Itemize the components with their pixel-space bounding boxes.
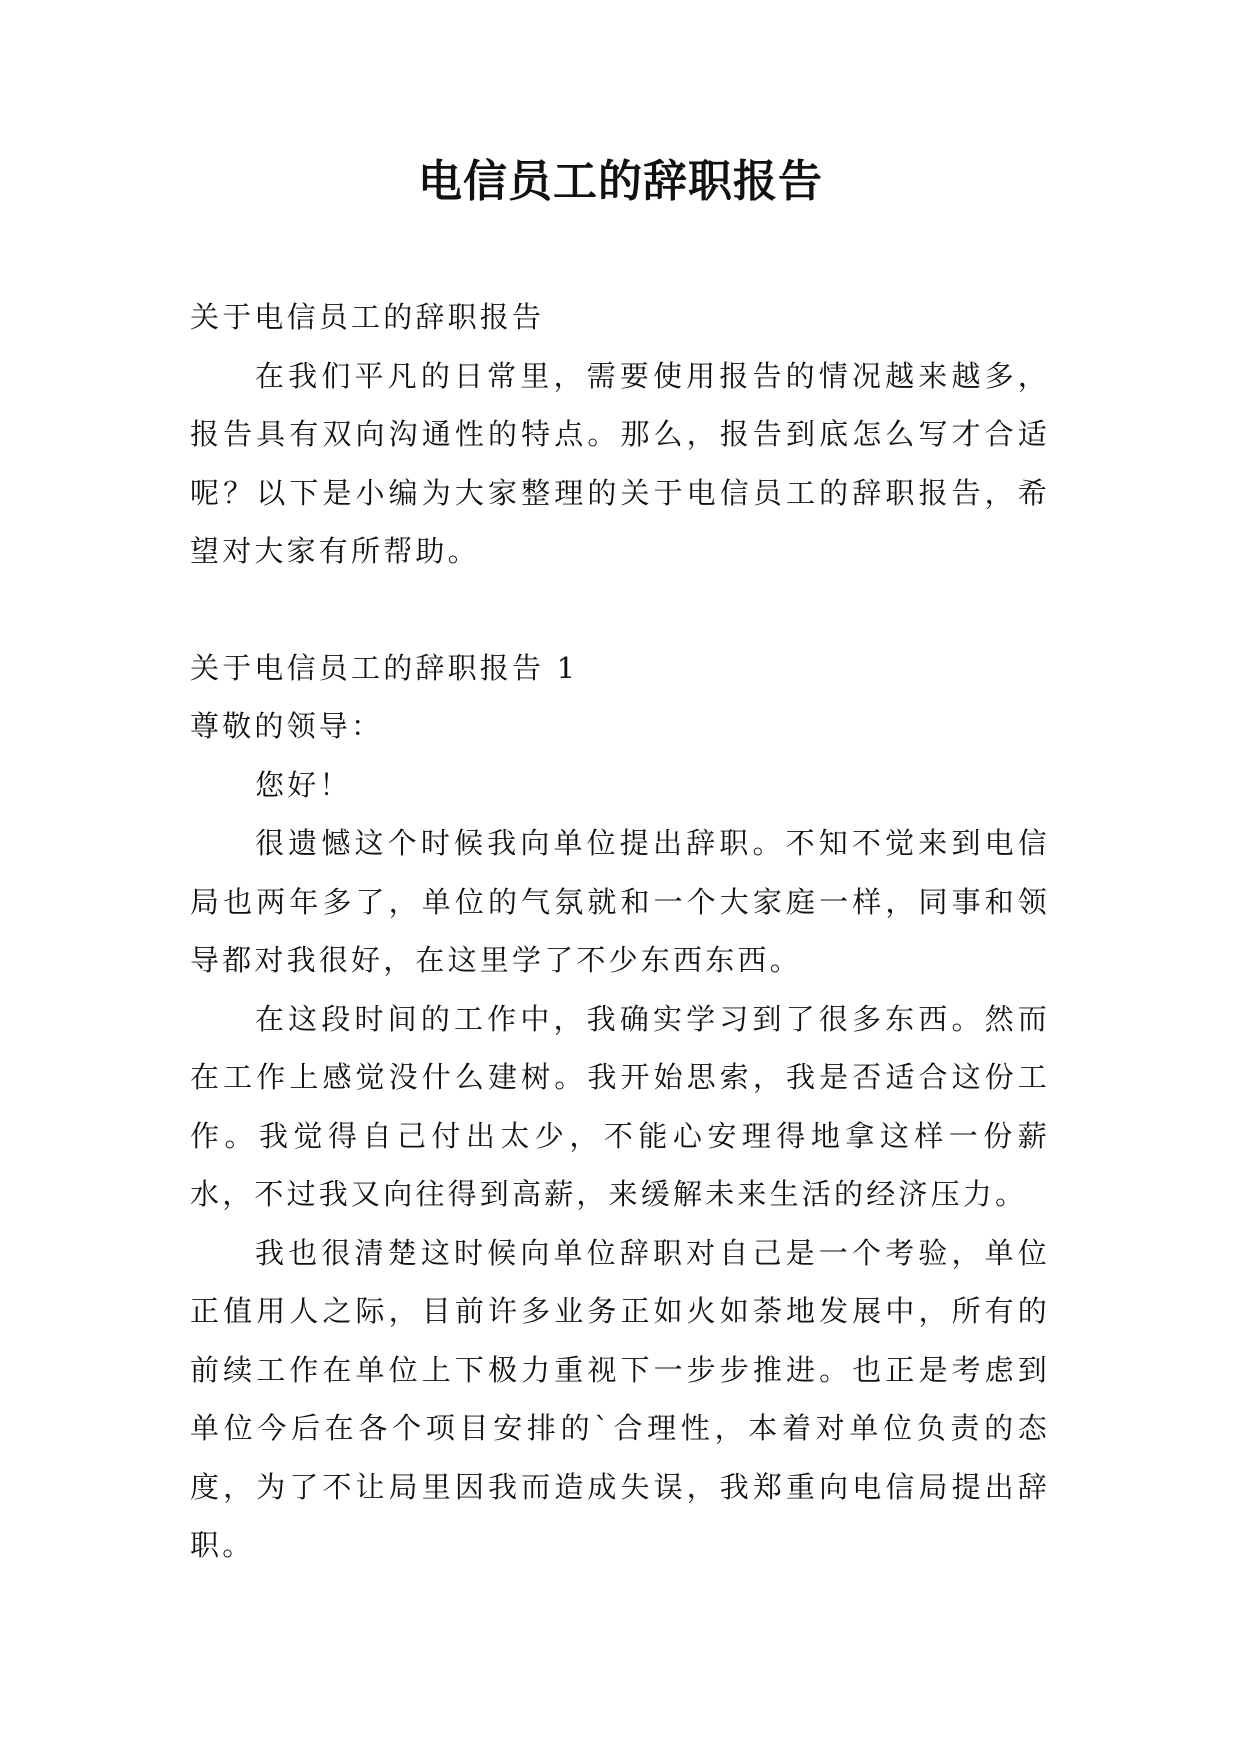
body-paragraph: 很遗憾这个时候我向单位提出辞职。不知不觉来到电信局也两年多了，单位的气氛就和一个大家庭一样，同事和领导都对我很好，在这里学了不少东西东西。 [190, 826, 1050, 977]
body-paragraph: 我也很清楚这时候向单位辞职对自己是一个考验，单位正值用人之际，目前许多业务正如火如荼地发展中，所有的前续工作在单位上下极力重视下一步步推进。也正是考虑到单位今后在各个项目安排的`合理性，本着对单位负责的态度，为了不让局里因我而造成失误，我郑重向电信局提出辞职。 [190, 1235, 1050, 1562]
body-paragraph: 在这段时间的工作中，我确实学习到了很多东西。然而在工作上感觉没什么建树。我开始思索，我是否适合这份工作。我觉得自己付出太少，不能心安理得地拿这样一份薪水，不过我又向往得到高薪，来缓解未来生活的经济压力。 [190, 1001, 1050, 1211]
salutation: 尊敬的领导： [190, 709, 384, 743]
document-body [190, 288, 1050, 1575]
greeting: 您好！ [255, 767, 352, 802]
document-title: 电信员工的辞职报告 [418, 156, 823, 207]
intro-paragraph: 在我们平凡的日常里，需要使用报告的情况越来越多，报告具有双向沟通性的特点。那么，报告到底怎么写才合适呢？以下是小编为大家整理的关于电信员工的辞职报告，希望对大家有所帮助。 [190, 358, 1050, 568]
subtitle: 关于电信员工的辞职报告 [190, 300, 545, 334]
section-heading: 关于电信员工的辞职报告 1 [190, 650, 579, 685]
spacer [190, 581, 1050, 639]
